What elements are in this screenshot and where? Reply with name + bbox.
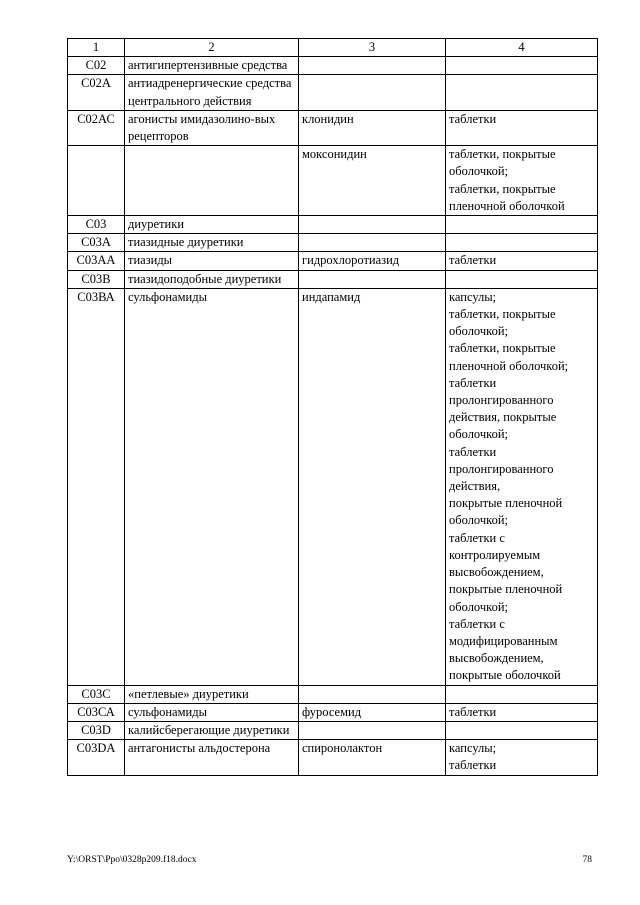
table-row [68, 288, 598, 685]
name-cell: тиазиды [125, 252, 299, 270]
header-col-4: 4 [446, 39, 598, 57]
name-cell: калийсберегающие диуретики [125, 721, 299, 739]
code-cell: С02А [68, 75, 125, 110]
table-header-row [68, 39, 598, 57]
drug-cell [299, 75, 446, 110]
name-cell: агонисты имидазолино-вых рецепторов [125, 110, 299, 145]
header-col-1: 1 [68, 39, 125, 57]
code-cell: С03СА [68, 703, 125, 721]
code-cell: С03АА [68, 252, 125, 270]
name-cell: сульфонамиды [125, 288, 299, 685]
drug-cell: клонидин [299, 110, 446, 145]
table-row [68, 252, 598, 270]
code-cell: С03DА [68, 740, 125, 775]
header-col-2: 2 [125, 39, 299, 57]
table-row [68, 270, 598, 288]
table-row [68, 57, 598, 75]
form-cell: таблетки [446, 110, 598, 145]
header-col-3: 3 [299, 39, 446, 57]
drug-cell: гидрохлоротиазид [299, 252, 446, 270]
table-row [68, 110, 598, 145]
form-cell [446, 75, 598, 110]
drug-cell [299, 270, 446, 288]
footer-file-path: Y:\ORST\Ppo\0328p209.f18.docx [67, 855, 197, 865]
name-cell: сульфонамиды [125, 703, 299, 721]
drug-cell: фуросемид [299, 703, 446, 721]
name-cell: антиадренергические средства центрального действия [125, 75, 299, 110]
drug-cell [299, 685, 446, 703]
name-cell: тиазидоподобные диуретики [125, 270, 299, 288]
drug-cell: индапамид [299, 288, 446, 685]
name-cell [125, 146, 299, 216]
form-cell [446, 721, 598, 739]
footer-page-number: 78 [582, 855, 592, 865]
code-cell: С03А [68, 234, 125, 252]
form-cell [446, 57, 598, 75]
form-cell: капсулы; таблетки [446, 740, 598, 775]
drug-cell [299, 216, 446, 234]
drug-cell [299, 57, 446, 75]
form-cell [446, 216, 598, 234]
form-cell: таблетки [446, 252, 598, 270]
drug-table [67, 38, 598, 776]
table-row [68, 146, 598, 216]
table-row [68, 703, 598, 721]
table-row [68, 216, 598, 234]
name-cell: диуретики [125, 216, 299, 234]
table-body [68, 57, 598, 775]
code-cell: С03 [68, 216, 125, 234]
form-cell: капсулы; таблетки, покрытые оболочкой; таблетки, покрытые пленочной оболочкой; таблетки пролонгированного действия, покрытые оболочкой; таблетки пролонгированного действия, покрытые пленочной оболочкой; таблетки с контролируемым высвобождением, покрытые пленочной оболочкой; таблетки с модифицированным высвобождением, покрытые оболочкой [446, 288, 598, 685]
table-row [68, 75, 598, 110]
code-cell: С02АС [68, 110, 125, 145]
code-cell: С03С [68, 685, 125, 703]
code-cell: С03D [68, 721, 125, 739]
table-row [68, 721, 598, 739]
form-cell [446, 685, 598, 703]
form-cell [446, 234, 598, 252]
code-cell: С03В [68, 270, 125, 288]
drug-cell [299, 234, 446, 252]
table-row [68, 234, 598, 252]
form-cell: таблетки, покрытые оболочкой; таблетки, покрытые пленочной оболочкой [446, 146, 598, 216]
code-cell: С03ВА [68, 288, 125, 685]
form-cell [446, 270, 598, 288]
name-cell: тиазидные диуретики [125, 234, 299, 252]
form-cell: таблетки [446, 703, 598, 721]
code-cell: С02 [68, 57, 125, 75]
drug-cell [299, 721, 446, 739]
drug-cell: моксонидин [299, 146, 446, 216]
code-cell [68, 146, 125, 216]
name-cell: антагонисты альдостерона [125, 740, 299, 775]
name-cell: антигипертензивные средства [125, 57, 299, 75]
table-row [68, 740, 598, 775]
name-cell: «петлевые» диуретики [125, 685, 299, 703]
drug-cell: спиронолактон [299, 740, 446, 775]
table-row [68, 685, 598, 703]
